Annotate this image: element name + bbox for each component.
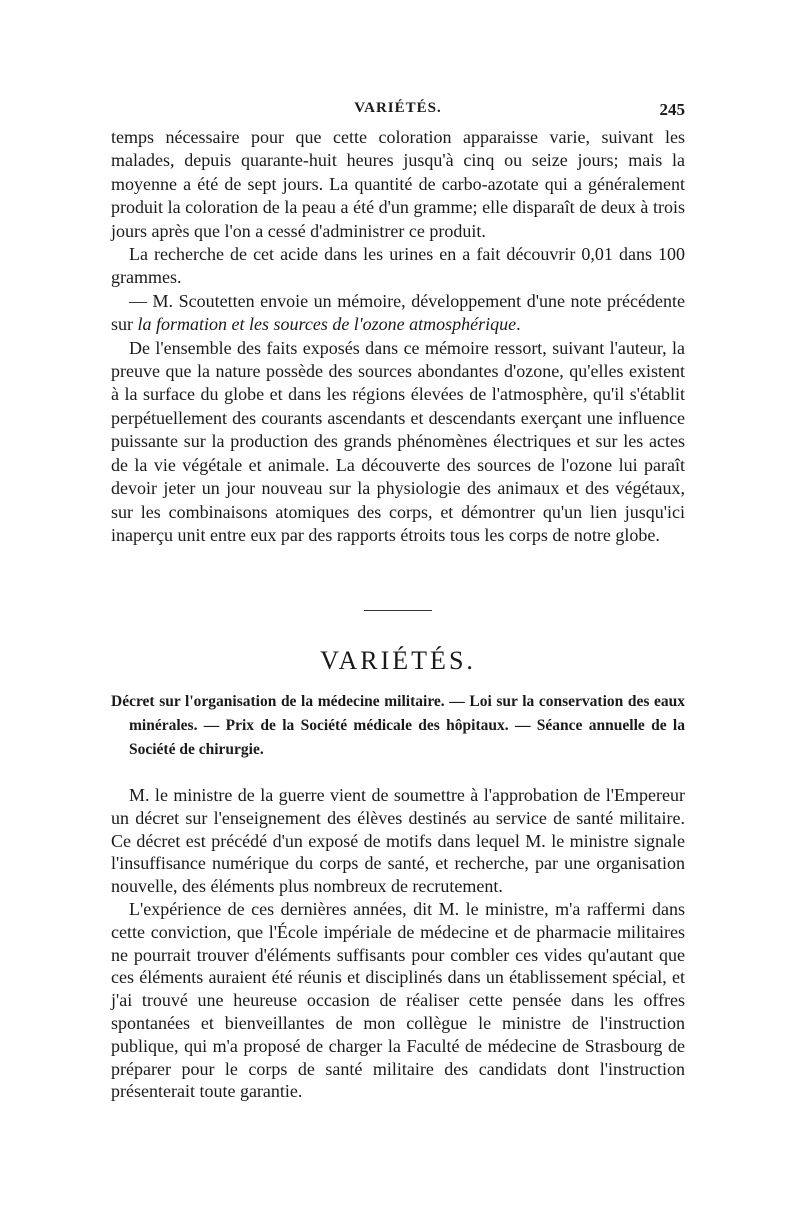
paragraph-continuation: temps nécessaire pour que cette coloration apparaisse varie, suivant les malades, depuis quarante-huit heures jusqu'à cinq ou seize jours; mais la moyenne a été de sept jours. La quantité de carbo-azotate qui a généralement produit la coloration de la peau a été d'un gramme; elle disparaît de deux à trois jours après que l'on a cessé d'administrer ce produit. [111, 127, 685, 241]
running-title: VARIÉTÉS. [354, 100, 442, 116]
section-summary: Décret sur l'organisation de la médecine militaire. — Loi sur la conservation des eaux minérales. — Prix de la Société médicale des hôpitaux. — Séance annuelle de la Société de chirurgie. [111, 693, 685, 758]
scoutetten-lead: — M. Scoutetten envoie un mémoire, développement d'une note précédente sur [111, 290, 685, 335]
paragraph-scoutetten [111, 290, 685, 337]
paragraph-decree: M. le ministre de la guerre vient de soumettre à l'approbation de l'Empereur un décret sur l'enseignement des élèves destinés au service de santé militaire. Ce décret est précédé d'un exposé de motifs dans lequel M. le ministre signale l'insuffisance numérique du corps de santé, et recherche, par une organisation nouvelle, des éléments plus nombreux de recrutement. [111, 785, 685, 897]
paragraph-acid: La recherche de cet acide dans les urines en a fait découvrir 0,01 dans 100 grammes. [111, 244, 685, 288]
scoutetten-title: la formation et les sources de l'ozone atmosphérique [137, 314, 517, 335]
main-text-bottom [111, 784, 685, 1103]
page-header [111, 100, 685, 124]
page-number: 245 [659, 100, 685, 119]
section-divider [364, 610, 432, 611]
scoutetten-end: . [516, 314, 521, 335]
section-title: VARIÉTÉS. [320, 646, 476, 675]
paragraph-ozone: De l'ensemble des faits exposés dans ce mémoire ressort, suivant l'auteur, la preuve que la nature possède des sources abondantes d'ozone, qu'elles existent à la surface du globe et dans les régions élevées de l'atmosphère, qu'il s'établit perpétuellement des courants ascendants et descendants exerçant une influence puissante sur la production des grands phénomènes électriques et sur les actes de la vie végétale et animale. La découverte des sources de l'ozone lui paraît devoir jeter un jour nouveau sur la physiologie des animaux et des végétaux, sur les combinaisons atomiques des corps, et démontrer qu'un lien jusqu'ici inaperçu unit entre eux par des rapports étroits tous les corps de notre globe. [111, 337, 685, 545]
paragraph-minister-quote: L'expérience de ces dernières années, dit M. le ministre, m'a raffermi dans cette conviction, que l'École impériale de médecine et de pharmacie militaires ne pourrait trouver d'éléments suffisants pour combler ces vides qu'autant que ces éléments auraient été réunis et disciplinés dans un établissement spécial, et j'ai trouvé une heureuse occasion de réaliser cette pensée dans les offres spontanées et bienveillantes de mon collègue le ministre de l'instruction publique, qui m'a proposé de charger la Faculté de médecine de Strasbourg de préparer pour le corps de santé militaire des candidats dont l'instruction présenterait toute garantie. [111, 898, 685, 1102]
main-text-top [111, 126, 685, 547]
